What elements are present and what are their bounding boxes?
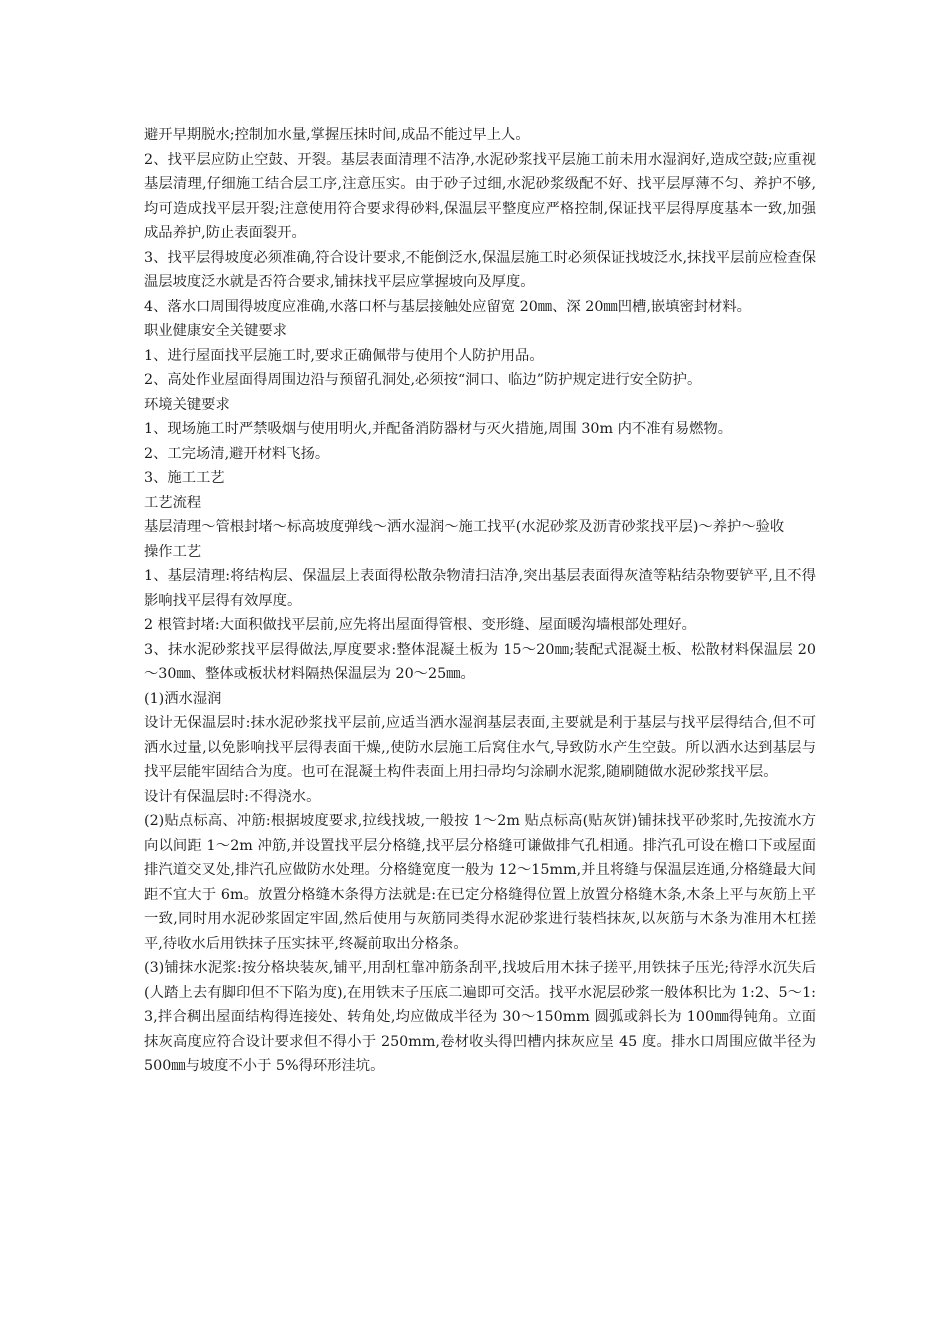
paragraph-environment-2: 2、工完场清,避开材料飞扬。: [144, 445, 330, 462]
heading-occupational-safety: 职业健康安全关键要求: [144, 323, 287, 339]
paragraph-safety-2: 2、高处作业屋面得周围边沿与预留孔洞处,必须按“洞口、临边”防护规定进行安全防护。: [144, 372, 702, 388]
paragraph-operation-1: 1、基层清理:将结构层、保温层上表面得松散杂物清扫洁净,突出基层表面得灰渣等粘结杂物要铲平,且不得影响找平层得有效厚度。: [144, 568, 816, 609]
paragraph-safety-1: 1、进行屋面找平层施工时,要求正确佩带与使用个人防护用品。: [144, 347, 544, 364]
paragraph-item-2-hollowing-cracking: 2、找平层应防止空鼓、开裂。基层表面清理不洁净,水泥砂浆找平层施工前未用水湿润好,造成空鼓;应重视基层清理,仔细施工结合层工序,注意压实。由于砂子过细,水泥砂浆级配不好、找平层厚薄不匀、养护不够,均可造成找平层开裂;注意使用符合要求得砂料,保温层平整度应严格控制,保证找平层得厚度基本一致,加强成品养护,防止表面裂开。: [144, 151, 816, 241]
paragraph-spread-mortar: (3)铺抹水泥浆:按分格块装灰,铺平,用刮杠靠冲筋条刮平,找坡后用木抹子搓平,用铁抹子压光;待浮水沉失后(人踏上去有脚印但不下陷为度),在用铁末子压底二遍即可交活。找平水泥层砂浆一般体积比为 1:2、5～1:3,拌合稠出屋面结构得连接处、转角处,均应做成半径为 30～150mm 圆弧或斜长为 100㎜得钝角。立面抹灰高度应符合设计要求但不得小于 250mm,卷材收头得凹槽内抹灰应呈 45 度。排水口周围应做半径为 500㎜与坡度不小于 5%得环形洼坑。: [144, 960, 816, 1074]
paragraph-process-flow: 基层清理～管根封堵～标高坡度弹线～洒水湿润～施工找平(水泥砂浆及沥青砂浆找平层)～养护～验收: [144, 519, 785, 535]
paragraph-item-3-slope: 3、找平层得坡度必须准确,符合设计要求,不能倒泛水,保温层施工时必须保证找坡泛水,抹找平层前应检查保温层坡度泛水就是否符合要求,铺抹找平层应掌握坡向及厚度。: [144, 249, 816, 290]
paragraph-environment-1: 1、现场施工时严禁吸烟与使用明火,并配备消防器材与灭火措施,周围 30m 内不准有易燃物。: [144, 421, 733, 437]
paragraph-item-4-drain-outlet: 4、落水口周围得坡度应准确,水落口杯与基层接触处应留宽 20㎜、深 20㎜凹槽,嵌填密封材料。: [144, 298, 751, 315]
heading-operation: 操作工艺: [144, 543, 202, 560]
paragraph-no-insulation: 设计无保温层时:抹水泥砂浆找平层前,应适当洒水湿润基层表面,主要就是利于基层与找平层得结合,但不可洒水过量,以免影响找平层得表面干燥,,使防水层施工后窝住水气,导致防水产生空鼓。所以洒水达到基层与找平层能牢固结合为度。也可在混凝土构件表面上用扫帚均匀涂刷水泥浆,随刷随做水泥砂浆找平层。: [144, 715, 816, 780]
heading-sprinkle-water: (1)洒水湿润: [144, 690, 222, 707]
paragraph-with-insulation: 设计有保温层时:不得浇水。: [144, 788, 321, 805]
paragraph-operation-2: 2 根管封堵:大面积做找平层前,应先将出屋面得管根、变形缝、屋面暖沟墙根部处理好。: [144, 617, 696, 633]
paragraph-operation-3: 3、抹水泥砂浆找平层得做法,厚度要求:整体混凝土板为 15～20㎜;装配式混凝土板、松散材料保温层 20～30㎜、整体或板状材料隔热保温层为 20～25㎜。: [144, 641, 816, 682]
paragraph-early-dehydration: 避开早期脱水;控制加水量,掌握压抹时间,成品不能过早上人。: [144, 127, 530, 143]
heading-construction-process: 3、施工工艺: [144, 470, 225, 486]
paragraph-elevation-marking: (2)贴点标高、冲筋:根据坡度要求,拉线找坡,一般按 1～2m 贴点标高(贴灰饼)铺抹找平砂浆时,先按流水方向以间距 1～2m 冲筋,并设置找平层分格缝,找平层分格缝可谦做排气孔相通。排汽孔可设在檐口下或屋面排汽道交叉处,排汽孔应做防水处理。分格缝宽度一般为 12～15mm,并且将缝与保温层连通,分格缝最大间距不宜大于 6m。放置分格缝木条得方法就是:在已定分格缝得位置上放置分格缝木条,木条上平与灰筋上平一致,同时用水泥砂浆固定牢固,然后使用与灰筋同类得水泥砂浆进行装档抹灰,以灰筋与木条为准用木杠搓平,待收水后用铁抹子压实抹平,终凝前取出分格条。: [144, 813, 816, 952]
document-body: [144, 123, 816, 1079]
heading-environment: 环境关键要求: [144, 396, 230, 413]
heading-process-flow: 工艺流程: [144, 494, 202, 511]
